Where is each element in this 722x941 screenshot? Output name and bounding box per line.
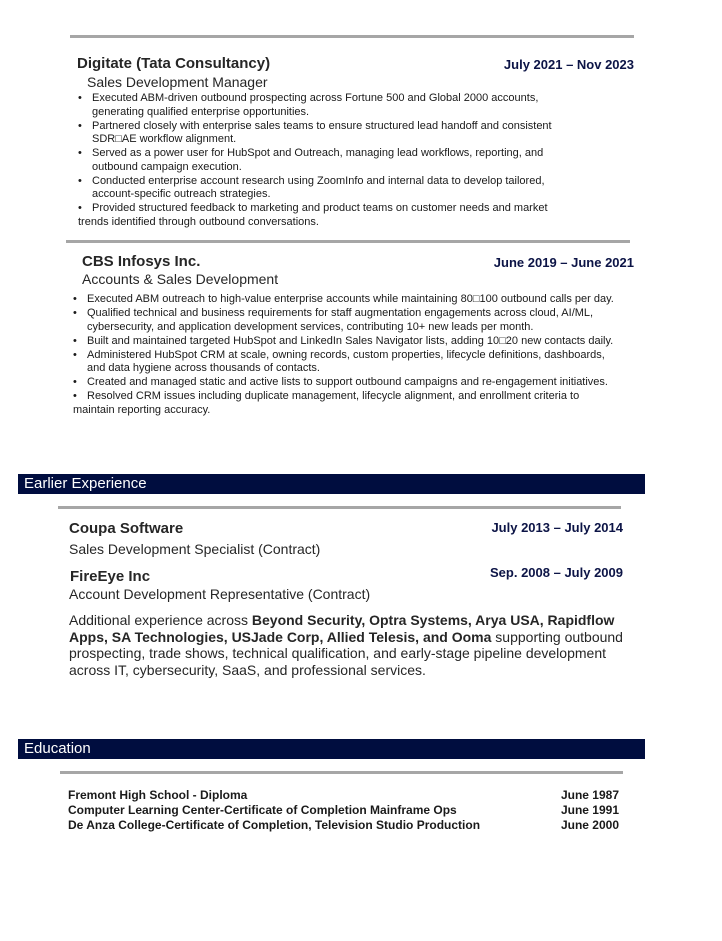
divider-rule (58, 506, 621, 509)
education-entry (68, 788, 619, 803)
education-date: June 1987 (560, 788, 619, 802)
section-heading-education: Education (18, 739, 645, 759)
company-name: Digitate (Tata Consultancy) (77, 55, 271, 72)
job-title: Sales Development Manager (87, 74, 268, 90)
bullet-item: • Administered HubSpot CRM at scale, owning records, custom properties, lifecycle definitions, dashboards, and data hygiene across thousands of contacts. (73, 348, 605, 374)
job-dates: July 2013 – July 2014 (491, 520, 623, 535)
bullet-icon: • (73, 307, 77, 319)
education-entry (68, 818, 619, 833)
bullet-icon: • (78, 174, 82, 187)
additional-companies: Beyond Security, Optra Systems, Arya USA, Rapidflow Apps, SA Technologies, USJade Corp, Allied Telesis, and Ooma (69, 612, 615, 645)
bullet-item: • Executed ABM-driven outbound prospecting across Fortune 500 and Global 2000 accounts, generating qualified enterprise opportunities. (78, 92, 539, 118)
education-entry (68, 803, 619, 818)
bullet-icon: • (73, 348, 77, 361)
bullet-icon: • (78, 119, 82, 132)
bullet-item: • Executed ABM outreach to high-value enterprise accounts while maintaining 80□100 outbound calls per day. (73, 293, 614, 305)
company-name: CBS Infosys Inc. (82, 253, 201, 270)
bullet-icon: • (78, 147, 82, 159)
bullet-item: • Provided structured feedback to marketing and product teams on customer needs and market trends identified through outbound conversations. (78, 202, 548, 228)
job-bullet-list (76, 92, 576, 230)
bullet-icon: • (73, 334, 77, 347)
company-name: FireEye Inc (70, 568, 151, 585)
divider-rule (60, 771, 623, 774)
bullet-item: • Partnered closely with enterprise sales teams to ensure structured lead handoff and consistent SDR□AE workflow alignment. (78, 119, 552, 145)
bullet-item: • Conducted enterprise account research using ZoomInfo and internal data to develop tailored, account-specific outreach strategies. (78, 174, 545, 200)
education-date: June 1991 (560, 803, 619, 817)
job-dates: July 2021 – Nov 2023 (503, 57, 634, 72)
education-name: Computer Learning Center-Certificate of Completion Mainframe Ops (68, 803, 457, 817)
job-dates: Sep. 2008 – July 2009 (490, 565, 623, 580)
job-title: Accounts & Sales Development (82, 271, 279, 287)
bullet-item: • Resolved CRM issues including duplicate management, lifecycle alignment, and enrollment criteria to maintain reporting accuracy. (73, 390, 580, 416)
job-title: Account Development Representative (Contract) (69, 586, 371, 602)
section-heading-earlier-experience: Earlier Experience (18, 474, 645, 494)
bullet-icon: • (78, 92, 82, 104)
bullet-item: • Qualified technical and business requirements for staff augmentation engagements across cloud, AI/ML, cybersecurity, and application development services, contributing 10+ new leads per month. (73, 307, 594, 333)
education-date: June 2000 (560, 818, 619, 832)
education-name: Fremont High School - Diploma (68, 788, 248, 802)
bullet-item: • Created and managed static and active lists to support outbound campaigns and re-engagement initiatives. (73, 376, 608, 388)
education-name: De Anza College-Certificate of Completion, Television Studio Production (68, 818, 481, 832)
divider-rule (66, 240, 630, 243)
job-title: Sales Development Specialist (Contract) (69, 541, 321, 557)
divider-rule (70, 35, 634, 38)
bullet-item: • Served as a power user for HubSpot and Outreach, managing lead workflows, reporting, and outbound campaign execution. (78, 147, 544, 173)
bullet-item: • Built and maintained targeted HubSpot and LinkedIn Sales Navigator lists, adding 10□20 new contacts daily. (73, 334, 614, 347)
additional-experience-summary: Additional experience across Beyond Security, Optra Systems, Arya USA, Rapidflow Apps, SA Technologies, USJade Corp, Allied Telesis, and Ooma supporting outbound prospecting, trade shows, technical qualification, and early-stage pipeline development across IT, cybersecurity, SaaS, and professional services. (69, 612, 623, 678)
bullet-icon: • (73, 376, 77, 388)
bullet-icon: • (73, 390, 77, 402)
job-dates: June 2019 – June 2021 (493, 255, 634, 270)
bullet-icon: • (73, 293, 77, 305)
job-bullet-list (71, 293, 621, 418)
bullet-icon: • (78, 202, 82, 214)
company-name: Coupa Software (69, 520, 184, 537)
